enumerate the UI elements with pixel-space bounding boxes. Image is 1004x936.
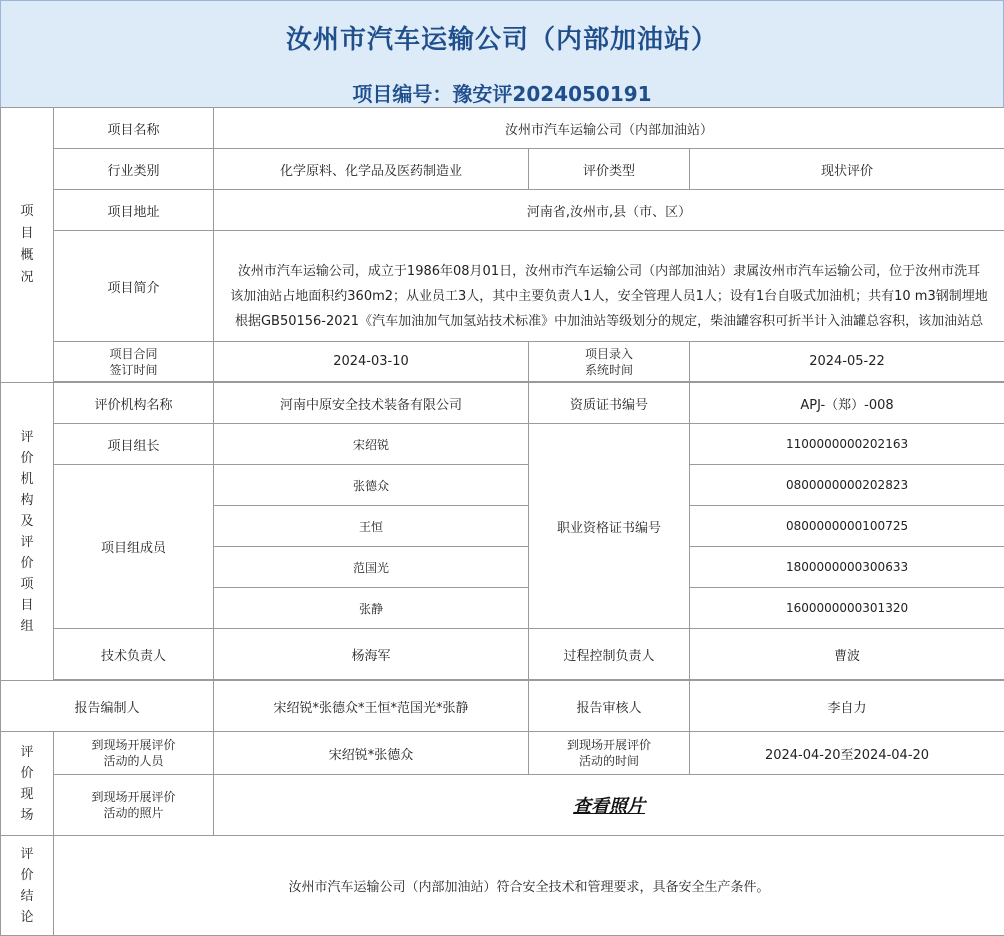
- industry-label: 行业类别: [54, 149, 214, 190]
- address-label: 项目地址: [54, 190, 214, 231]
- qual-value: APJ-（郑）-008: [690, 383, 1004, 424]
- report-author-value: 宋绍锐*张德众*王恒*范国光*张静: [214, 681, 529, 732]
- member-name: 范国光: [214, 547, 529, 588]
- report-author-label: 报告编制人: [1, 681, 214, 732]
- member-name: 张德众: [214, 465, 529, 506]
- tech-lead-value: 杨海军: [214, 629, 529, 680]
- intro-line: 根据GB50156-2021《汽车加油加气加氢站技术标准》中加油站等级划分的规定，柴油罐容积可折半计入油罐总容积，该加油站总: [218, 309, 1000, 334]
- member-cert: 0800000000202823: [690, 465, 1004, 506]
- org-label: 评价机构名称: [54, 383, 214, 424]
- project-name-label: 项目名称: [54, 108, 214, 149]
- site-time-label: 到现场开展评价 活动的时间: [529, 732, 690, 775]
- eval-type-label: 评价类型: [529, 149, 690, 190]
- members-label: 项目组成员: [54, 465, 214, 629]
- intro-line: 汝州市汽车运输公司，成立于1986年08月01日，汝州市汽车运输公司（内部加油站）隶属汝州市汽车运输公司，位于汝州市洗耳: [218, 259, 1000, 284]
- report-reviewer-label: 报告审核人: [529, 681, 690, 732]
- tech-lead-label: 技术负责人: [54, 629, 214, 680]
- process-lead-value: 曹波: [690, 629, 1004, 680]
- member-name: 张静: [214, 588, 529, 629]
- conclusion-section-label: 评价结论: [1, 836, 54, 936]
- org-value: 河南中原安全技术装备有限公司: [214, 383, 529, 424]
- site-time-value: 2024-04-20至2024-04-20: [690, 732, 1004, 775]
- page-header: [0, 0, 1004, 108]
- address-value: 河南省,汝州市,县（市、区）: [214, 190, 1004, 231]
- conclusion-text: 汝州市汽车运输公司（内部加油站）符合安全技术和管理要求，具备安全生产条件。: [54, 836, 1004, 936]
- project-name-value: 汝州市汽车运输公司（内部加油站）: [214, 108, 1004, 149]
- leader-cert: 1100000000202163: [690, 424, 1004, 465]
- overview-section-label: 项目概况: [1, 108, 54, 383]
- project-intro: [214, 231, 1004, 342]
- leader-name: 宋绍锐: [214, 424, 529, 465]
- qual-label: 资质证书编号: [529, 383, 690, 424]
- entry-time-label: 项目录入 系统时间: [529, 342, 690, 382]
- site-people-label: 到现场开展评价 活动的人员: [54, 732, 214, 775]
- contract-time-value: 2024-03-10: [214, 342, 529, 382]
- project-info-table: [0, 107, 1004, 936]
- industry-value: 化学原料、化学品及医药制造业: [214, 149, 529, 190]
- contract-time-label: 项目合同 签订时间: [54, 342, 214, 382]
- project-code: 项目编号：豫安评2024050191: [1, 78, 1003, 107]
- eval-type-value: 现状评价: [690, 149, 1004, 190]
- page-title: 汝州市汽车运输公司（内部加油站）: [1, 19, 1003, 56]
- process-lead-label: 过程控制负责人: [529, 629, 690, 680]
- member-cert: 1600000000301320: [690, 588, 1004, 629]
- site-section-label: 评价现场: [1, 732, 54, 836]
- evaluation-section-label: 评价机构及评价项目组: [1, 383, 54, 681]
- cert-label: 职业资格证书编号: [529, 424, 690, 629]
- report-reviewer-value: 李自力: [690, 681, 1004, 732]
- entry-time-value: 2024-05-22: [690, 342, 1004, 382]
- view-photos-link[interactable]: 查看照片: [573, 796, 645, 817]
- intro-line: 该加油站占地面积约360m2；从业员工3人，其中主要负责人1人，安全管理人员1人；设有1台自吸式加油机；共有10 m3钢制埋地: [218, 284, 1000, 309]
- member-name: 王恒: [214, 506, 529, 547]
- member-cert: 0800000000100725: [690, 506, 1004, 547]
- site-photo-cell: [214, 775, 1004, 836]
- site-photo-label: 到现场开展评价 活动的照片: [54, 775, 214, 836]
- site-people-value: 宋绍锐*张德众: [214, 732, 529, 775]
- leader-label: 项目组长: [54, 424, 214, 465]
- intro-label: 项目简介: [54, 231, 214, 342]
- member-cert: 1800000000300633: [690, 547, 1004, 588]
